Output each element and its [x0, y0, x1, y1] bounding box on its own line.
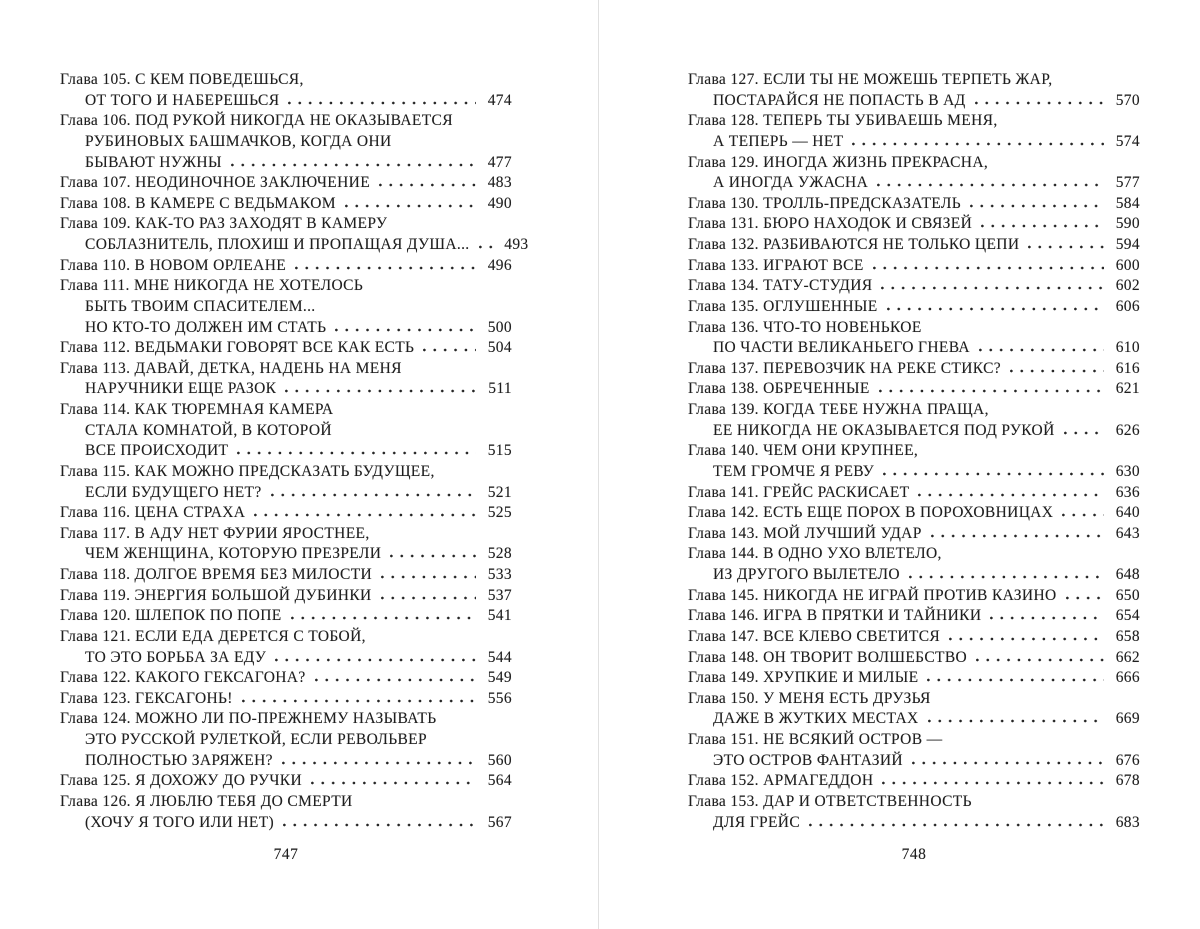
dot-leader	[381, 588, 476, 600]
dot-leader	[927, 670, 1104, 682]
toc-page-number: 544	[487, 648, 512, 666]
toc-line	[60, 256, 512, 277]
toc-entry-title: Глава 135. ОГЛУШЕННЫЕ	[688, 297, 878, 315]
toc-entry	[688, 297, 1140, 318]
toc-page-number: 515	[487, 442, 512, 460]
toc-entry-title: ЧЕМ ЖЕНЩИНА, КОТОРУЮ ПРЕЗРЕЛИ	[85, 545, 382, 563]
toc-entry-title: СОБЛАЗНИТЕЛЬ, ПЛОХИШ И ПРОПАЩАЯ ДУША...	[85, 236, 470, 253]
toc-entry	[60, 338, 512, 359]
toc-entry	[688, 194, 1140, 215]
toc-line: Глава 117. В АДУ НЕТ ФУРИИ ЯРОСТНЕЕ,	[60, 524, 370, 542]
toc-entry-title: Глава 152. АРМАГЕДДОН	[688, 772, 874, 790]
toc-entry	[60, 359, 512, 400]
toc-entry-title: Глава 142. ЕСТЬ ЕЩЕ ПОРОХ В ПОРОХОВНИЦАХ	[688, 504, 1054, 522]
dot-leader	[242, 691, 476, 703]
toc-entry-title: Глава 134. ТАТУ-СТУДИЯ	[688, 277, 873, 295]
toc-page-number: 504	[487, 339, 512, 357]
dot-leader	[381, 567, 476, 579]
toc-page-number: 666	[1115, 669, 1140, 687]
dot-leader	[883, 464, 1104, 476]
toc-entry	[688, 586, 1140, 607]
toc-page-number: 549	[487, 669, 512, 687]
page-divider	[598, 0, 599, 929]
toc-entry	[688, 483, 1140, 504]
toc-page-number: 650	[1115, 586, 1140, 604]
toc-entry	[688, 668, 1140, 689]
toc-entry-title: Глава 118. ДОЛГОЕ ВРЕМЯ БЕЗ МИЛОСТИ	[60, 566, 373, 583]
toc-line	[688, 668, 1140, 689]
toc-right	[688, 70, 1140, 833]
dot-leader	[1010, 361, 1104, 373]
toc-line	[60, 689, 512, 710]
toc-page-number: 537	[487, 586, 512, 604]
toc-line: Глава 151. НЕ ВСЯКИЙ ОСТРОВ —	[688, 731, 943, 748]
toc-page-number: 676	[1115, 751, 1140, 769]
folio-left: 747	[273, 846, 299, 863]
toc-line	[688, 709, 1140, 730]
toc-line	[60, 586, 512, 607]
toc-page-number: 521	[487, 483, 512, 501]
toc-line: Глава 114. КАК ТЮРЕМНАЯ КАМЕРА	[60, 401, 334, 418]
toc-line	[60, 751, 512, 772]
toc-entry-title: Глава 133. ИГРАЮТ ВСЕ	[688, 256, 864, 274]
toc-entry	[688, 256, 1140, 277]
dot-leader	[1064, 423, 1104, 435]
toc-entry	[60, 400, 512, 462]
toc-page-number: 567	[487, 813, 512, 831]
toc-entry	[60, 70, 512, 111]
toc-entry	[688, 111, 1140, 152]
toc-entry-title: Глава 122. КАКОГО ГЕКСАГОНА?	[60, 669, 306, 687]
dot-leader	[423, 340, 476, 352]
dot-leader	[379, 175, 476, 187]
toc-page-number: 477	[487, 153, 512, 171]
dot-leader	[970, 196, 1104, 208]
toc-entry	[60, 256, 512, 277]
toc-page-number: 525	[487, 504, 512, 522]
toc-page-number: 616	[1115, 359, 1140, 377]
toc-entry	[60, 771, 512, 792]
toc-entry	[688, 70, 1140, 111]
toc-line	[60, 606, 512, 627]
toc-entry	[60, 524, 512, 565]
toc-line	[60, 173, 512, 194]
toc-line	[60, 441, 512, 462]
toc-entry	[688, 235, 1140, 256]
toc-entry	[60, 194, 512, 215]
toc-line	[688, 627, 1140, 648]
toc-line: СТАЛА КОМНАТОЙ, В КОТОРОЙ	[85, 421, 332, 439]
dot-leader	[877, 175, 1104, 187]
toc-line	[688, 235, 1140, 256]
toc-line	[688, 813, 1140, 834]
toc-entry-title: ОТ ТОГО И НАБЕРЕШЬСЯ	[85, 91, 280, 109]
toc-entry	[688, 730, 1140, 771]
toc-line	[688, 421, 1140, 442]
toc-entry-title: Глава 146. ИГРА В ПРЯТКИ И ТАЙНИКИ	[688, 607, 982, 625]
toc-page-number: 511	[488, 380, 512, 398]
dot-leader	[975, 93, 1104, 105]
dot-leader	[979, 340, 1104, 352]
toc-entry	[60, 668, 512, 689]
toc-line: Глава 113. ДАВАЙ, ДЕТКА, НАДЕНЬ НА МЕНЯ	[60, 359, 402, 377]
dot-leader	[283, 815, 476, 827]
toc-line	[688, 606, 1140, 627]
toc-line	[688, 379, 1140, 400]
dot-leader	[928, 711, 1104, 723]
toc-page-number: 493	[504, 236, 529, 253]
toc-page-number: 654	[1115, 607, 1140, 625]
toc-page-number: 474	[487, 91, 512, 109]
toc-line: Глава 124. МОЖНО ЛИ ПО-ПРЕЖНЕМУ НАЗЫВАТЬ	[60, 710, 437, 728]
toc-line	[688, 586, 1140, 607]
toc-entry-title: ЭТО ОСТРОВ ФАНТАЗИЙ	[713, 751, 903, 769]
toc-entry	[60, 586, 512, 607]
toc-line	[60, 338, 512, 359]
toc-page-number: 496	[487, 256, 512, 274]
toc-entry-title: Глава 123. ГЕКСАГОНЬ!	[60, 689, 233, 707]
toc-entry-title: Глава 145. НИКОГДА НЕ ИГРАЙ ПРОТИВ КАЗИНО	[688, 586, 1057, 604]
dot-leader	[882, 773, 1104, 785]
toc-line: Глава 109. КАК-ТО РАЗ ЗАХОДЯТ В КАМЕРУ	[60, 215, 388, 233]
toc-line: Глава 128. ТЕПЕРЬ ТЫ УБИВАЕШЬ МЕНЯ,	[688, 112, 998, 130]
toc-line	[60, 483, 512, 504]
toc-line: Глава 106. ПОД РУКОЙ НИКОГДА НЕ ОКАЗЫВАЕТСЯ	[60, 112, 453, 130]
toc-line: Глава 139. КОГДА ТЕБЕ НУЖНА ПРАЩА,	[688, 401, 989, 418]
toc-entry-title: НО КТО-ТО ДОЛЖЕН ИМ СТАТЬ	[85, 318, 327, 336]
toc-line	[688, 214, 1140, 235]
toc-line: БЫТЬ ТВОИМ СПАСИТЕЛЕМ...	[85, 297, 316, 315]
dot-leader	[852, 134, 1104, 146]
dot-leader	[1062, 505, 1104, 517]
toc-line: Глава 136. ЧТО-ТО НОВЕНЬКОЕ	[688, 318, 922, 336]
toc-page-number: 541	[487, 607, 512, 625]
toc-page-number: 560	[487, 751, 512, 769]
toc-page-number: 610	[1115, 339, 1140, 357]
dot-leader	[315, 670, 476, 682]
toc-line	[688, 256, 1140, 277]
toc-line	[60, 235, 529, 256]
toc-page-number: 600	[1115, 256, 1140, 274]
toc-line	[60, 771, 512, 792]
toc-entry	[688, 627, 1140, 648]
toc-line	[688, 565, 1140, 586]
toc-line: Глава 121. ЕСЛИ ЕДА ДЕРЕТСЯ С ТОБОЙ,	[60, 627, 366, 645]
toc-entry	[60, 503, 512, 524]
toc-entry	[688, 276, 1140, 297]
toc-entry	[688, 792, 1140, 833]
toc-line	[60, 194, 512, 215]
toc-entry-title: ТО ЭТО БОРЬБА ЗА ЕДУ	[85, 648, 267, 666]
toc-entry-title: Глава 149. ХРУПКИЕ И МИЛЫЕ	[688, 669, 919, 687]
toc-entry-title: Глава 112. ВЕДЬМАКИ ГОВОРЯТ ВСЕ КАК ЕСТЬ	[60, 339, 415, 357]
toc-entry	[60, 173, 512, 194]
toc-entry	[60, 214, 529, 255]
dot-leader	[949, 629, 1104, 641]
toc-entry	[60, 709, 512, 771]
toc-line	[688, 483, 1140, 504]
dot-leader	[345, 196, 476, 208]
toc-page-number: 584	[1115, 194, 1140, 212]
toc-line: Глава 111. МНЕ НИКОГДА НЕ ХОТЕЛОСЬ	[60, 277, 364, 295]
toc-line	[60, 379, 512, 400]
toc-line	[60, 544, 512, 565]
toc-entry	[688, 359, 1140, 380]
dot-leader	[231, 155, 476, 167]
toc-left	[60, 70, 529, 833]
toc-entry	[60, 606, 512, 627]
toc-entry	[60, 462, 512, 503]
toc-entry-title: Глава 137. ПЕРЕВОЗЧИК НА РЕКЕ СТИКС?	[688, 359, 1002, 377]
toc-page-number: 640	[1115, 504, 1140, 522]
dot-leader	[909, 567, 1104, 579]
toc-line: Глава 129. ИНОГДА ЖИЗНЬ ПРЕКРАСНА,	[688, 153, 989, 171]
toc-entry-title: Глава 138. ОБРЕЧЕННЫЕ	[688, 380, 870, 398]
dot-leader	[981, 216, 1104, 228]
toc-line	[60, 813, 512, 834]
dot-leader	[295, 258, 476, 270]
toc-entry-title: Глава 131. БЮРО НАХОДОК И СВЯЗЕЙ	[688, 215, 973, 233]
dot-leader	[990, 608, 1104, 620]
dot-leader	[282, 753, 476, 765]
toc-entry-title: А ТЕПЕРЬ — НЕТ	[713, 132, 844, 150]
toc-entry-title: ДАЖЕ В ЖУТКИХ МЕСТАХ	[713, 710, 919, 728]
toc-page-number: 556	[487, 689, 512, 707]
toc-entry	[688, 689, 1140, 730]
toc-line	[688, 132, 1140, 153]
toc-entry-title: ВСЕ ПРОИСХОДИТ	[85, 442, 229, 460]
toc-entry-title: Глава 141. ГРЕЙС РАСКИСАЕТ	[688, 483, 910, 501]
toc-page-number: 678	[1115, 772, 1140, 790]
toc-page-number: 574	[1115, 132, 1140, 150]
toc-entry	[60, 627, 512, 668]
toc-line	[688, 194, 1140, 215]
toc-entry-title: Глава 110. В НОВОМ ОРЛЕАНЕ	[60, 256, 287, 274]
toc-entry	[688, 503, 1140, 524]
toc-entry-title: Глава 125. Я ДОХОЖУ ДО РУЧКИ	[60, 772, 303, 790]
toc-entry	[60, 565, 512, 586]
toc-page-number: 643	[1115, 524, 1140, 542]
toc-page-number: 648	[1115, 566, 1140, 583]
page-right	[600, 0, 1200, 929]
toc-line	[60, 153, 512, 174]
dot-leader	[879, 381, 1104, 393]
dot-leader	[918, 485, 1104, 497]
toc-line	[688, 276, 1140, 297]
toc-entry	[60, 792, 512, 833]
toc-line	[60, 668, 512, 689]
dot-leader	[881, 278, 1104, 290]
toc-line	[688, 751, 1140, 772]
toc-page-number: 570	[1115, 91, 1140, 109]
toc-line: ЭТО РУССКОЙ РУЛЕТКОЙ, ЕСЛИ РЕВОЛЬВЕР	[85, 731, 427, 748]
toc-entry	[688, 441, 1140, 482]
toc-entry-title: Глава 147. ВСЕ КЛЕВО СВЕТИТСЯ	[688, 627, 941, 645]
toc-page-number: 500	[487, 318, 512, 336]
toc-entry	[688, 648, 1140, 669]
toc-entry-title: Глава 130. ТРОЛЛЬ-ПРЕДСКАЗАТЕЛЬ	[688, 194, 961, 212]
toc-page-number: 669	[1115, 710, 1140, 728]
toc-line	[60, 565, 512, 586]
dot-leader	[1066, 588, 1104, 600]
toc-page-number: 683	[1115, 813, 1140, 831]
toc-page-number: 662	[1115, 648, 1140, 666]
toc-entry-title: Глава 120. ШЛЕПОК ПО ПОПЕ	[60, 607, 282, 625]
toc-entry	[688, 524, 1140, 545]
toc-page-number: 594	[1115, 236, 1140, 253]
toc-page-number: 590	[1115, 215, 1140, 233]
toc-line	[60, 648, 512, 669]
dot-leader	[254, 505, 476, 517]
toc-line: РУБИНОВЫХ БАШМАЧКОВ, КОГДА ОНИ	[85, 132, 392, 150]
toc-entry	[688, 606, 1140, 627]
dot-leader	[976, 650, 1104, 662]
dot-leader	[1028, 237, 1104, 249]
toc-entry-title: ПОЛНОСТЬЮ ЗАРЯЖЕН?	[85, 751, 273, 769]
toc-line	[688, 359, 1140, 380]
toc-entry-title: ИЗ ДРУГОГО ВЫЛЕТЕЛО	[713, 566, 900, 583]
dot-leader	[271, 485, 476, 497]
dot-leader	[275, 650, 476, 662]
toc-line: Глава 140. ЧЕМ ОНИ КРУПНЕЕ,	[688, 442, 919, 460]
toc-line	[688, 524, 1140, 545]
toc-line: Глава 105. С КЕМ ПОВЕДЕШЬСЯ,	[60, 71, 304, 88]
dot-leader	[285, 381, 476, 393]
toc-page-number: 602	[1115, 277, 1140, 295]
toc-line: Глава 150. У МЕНЯ ЕСТЬ ДРУЗЬЯ	[688, 689, 931, 707]
toc-entry-title: Глава 119. ЭНЕРГИЯ БОЛЬШОЙ ДУБИНКИ	[60, 586, 372, 604]
toc-entry-title: БЫВАЮТ НУЖНЫ	[85, 153, 222, 171]
toc-entry-title: Глава 107. НЕОДИНОЧНОЕ ЗАКЛЮЧЕНИЕ	[60, 174, 371, 192]
dot-leader	[288, 93, 476, 105]
toc-line	[60, 91, 512, 112]
dot-leader	[912, 753, 1104, 765]
dot-leader	[291, 608, 476, 620]
toc-entry	[60, 689, 512, 710]
dot-leader	[335, 320, 476, 332]
toc-page-number: 483	[487, 174, 512, 192]
toc-page-number: 658	[1115, 627, 1140, 645]
toc-page-number: 630	[1115, 462, 1140, 480]
toc-line	[688, 648, 1140, 669]
toc-line	[60, 503, 512, 524]
toc-entry-title: ПО ЧАСТИ ВЕЛИКАНЬЕГО ГНЕВА	[713, 339, 970, 357]
toc-page-number: 490	[487, 194, 512, 212]
toc-page-number: 636	[1115, 483, 1140, 501]
toc-entry	[688, 544, 1140, 585]
toc-line	[688, 771, 1140, 792]
dot-leader	[873, 258, 1104, 270]
toc-line: Глава 127. ЕСЛИ ТЫ НЕ МОЖЕШЬ ТЕРПЕТЬ ЖАР,	[688, 71, 1053, 88]
toc-line	[60, 318, 512, 339]
toc-entry-title: Глава 108. В КАМЕРЕ С ВЕДЬМАКОМ	[60, 194, 336, 212]
dot-leader	[390, 546, 476, 558]
toc-entry	[688, 214, 1140, 235]
toc-entry-title: (ХОЧУ Я ТОГО ИЛИ НЕТ)	[85, 813, 275, 831]
toc-entry-title: Глава 132. РАЗБИВАЮТСЯ НЕ ТОЛЬКО ЦЕПИ	[688, 236, 1020, 253]
toc-page-number: 564	[487, 772, 512, 790]
toc-entry	[60, 111, 512, 173]
toc-entry	[60, 276, 512, 338]
toc-entry-title: ТЕМ ГРОМЧЕ Я РЕВУ	[713, 462, 875, 480]
toc-line	[688, 462, 1140, 483]
toc-line	[688, 297, 1140, 318]
toc-line: Глава 153. ДАР И ОТВЕТСТВЕННОСТЬ	[688, 792, 972, 810]
toc-entry-title: Глава 143. МОЙ ЛУЧШИЙ УДАР	[688, 524, 922, 542]
toc-entry-title: ПОСТАРАЙСЯ НЕ ПОПАСТЬ В АД	[713, 91, 966, 109]
toc-line	[688, 503, 1140, 524]
toc-entry-title: А ИНОГДА УЖАСНА	[713, 174, 869, 192]
toc-entry-title: Глава 116. ЦЕНА СТРАХА	[60, 504, 246, 522]
toc-line	[688, 173, 1140, 194]
toc-line: Глава 126. Я ЛЮБЛЮ ТЕБЯ ДО СМЕРТИ	[60, 792, 353, 810]
toc-entry	[688, 153, 1140, 194]
toc-entry-title: ЕЕ НИКОГДА НЕ ОКАЗЫВАЕТСЯ ПОД РУКОЙ	[713, 421, 1055, 439]
toc-page-number: 533	[487, 566, 512, 583]
dot-leader	[311, 773, 476, 785]
toc-entry	[688, 771, 1140, 792]
toc-line: Глава 144. В ОДНО УХО ВЛЕТЕЛО,	[688, 545, 942, 563]
toc-line: Глава 115. КАК МОЖНО ПРЕДСКАЗАТЬ БУДУЩЕЕ,	[60, 462, 435, 480]
toc-entry-title: ДЛЯ ГРЕЙС	[713, 813, 801, 831]
toc-line	[688, 338, 1140, 359]
toc-entry-title: НАРУЧНИКИ ЕЩЕ РАЗОК	[85, 380, 277, 398]
toc-page-number: 577	[1115, 174, 1140, 192]
toc-entry-title: ЕСЛИ БУДУЩЕГО НЕТ?	[85, 483, 262, 501]
dot-leader	[237, 443, 476, 455]
toc-line	[688, 91, 1140, 112]
dot-leader	[887, 299, 1104, 311]
toc-page-number: 626	[1115, 421, 1140, 439]
toc-entry	[688, 318, 1140, 359]
toc-page-number: 621	[1115, 380, 1140, 398]
dot-leader	[479, 237, 493, 249]
toc-entry	[688, 379, 1140, 400]
toc-page-number: 606	[1115, 297, 1140, 315]
toc-page-number: 528	[487, 545, 512, 563]
toc-entry-title: Глава 148. ОН ТВОРИТ ВОЛШЕБСТВО	[688, 648, 968, 666]
toc-entry	[688, 400, 1140, 441]
folio-right: 748	[901, 846, 927, 863]
dot-leader	[931, 526, 1104, 538]
dot-leader	[809, 815, 1104, 827]
